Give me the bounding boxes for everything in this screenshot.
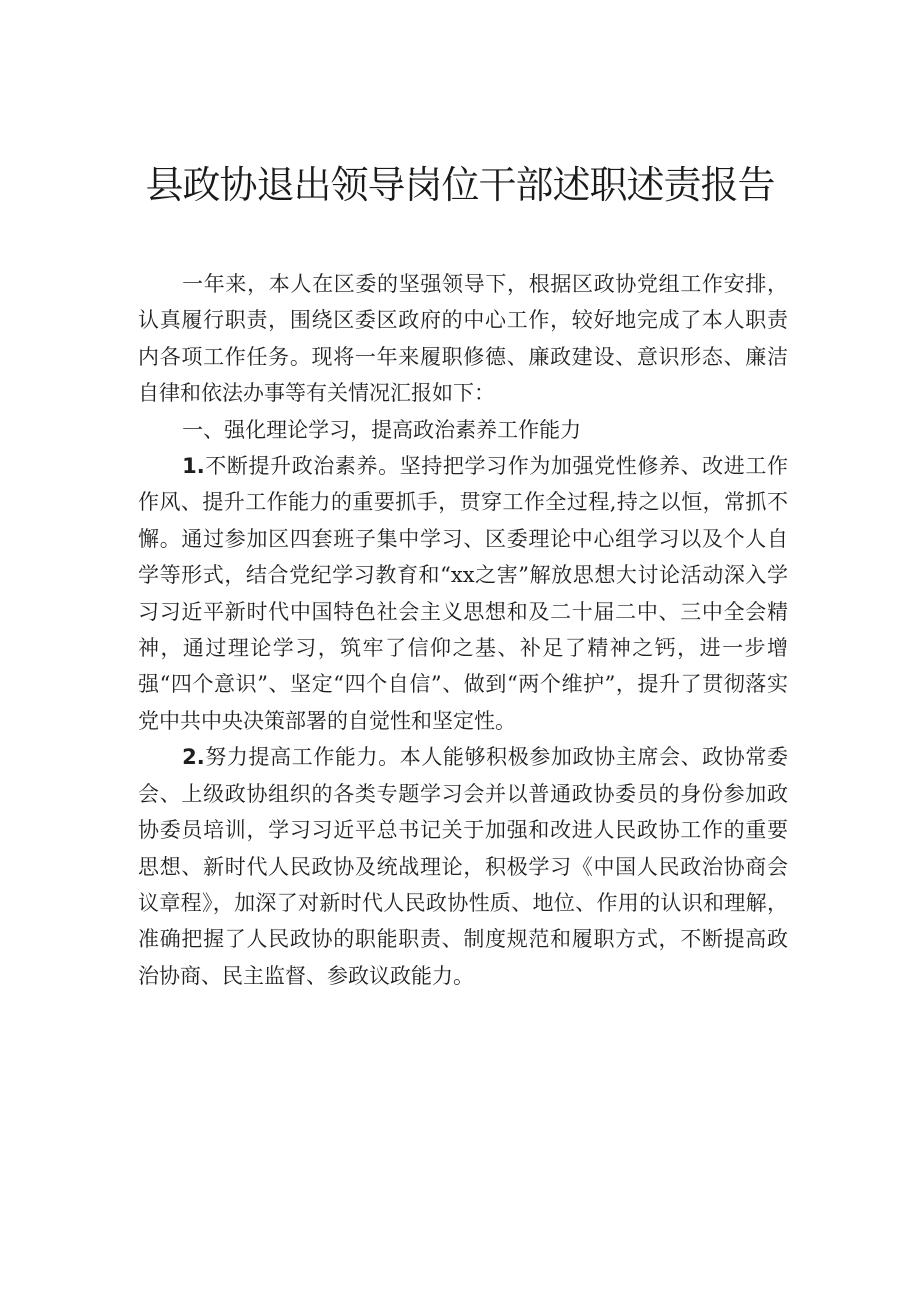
item-1-number: 1.: [182, 454, 205, 479]
document-title: 县政协退出领导岗位干部述职述责报告: [145, 163, 775, 207]
item-1-paragraph: [138, 448, 788, 739]
item-2-text: 努力提高工作能力。本人能够积极参加政协主席会、政协常委会、上级政协组织的各类专题学习会并以普通政协委员的身份参加政协委员培训，学习习近平总书记关于加强和改进人民政协工作的重要思想、新时代人民政协及统战理论，积极学习《中国人民政治协商会议章程》，加深了对新时代人民政协性质、地位、作用的认识和理解，准确把握了人民政协的职能职责、制度规范和履职方式，不断提高政治协商、民主监督、参政议政能力。: [138, 745, 788, 988]
item-2-paragraph: [138, 739, 788, 994]
section-1-heading: 一、强化理论学习，提高政治素养工作能力: [182, 417, 582, 442]
item-1-text: 不断提升政治素养。坚持把学习作为加强党性修养、改进工作作风、提升工作能力的重要抓手，贯穿工作全过程,持之以恒，常抓不懈。通过参加区四套班子集中学习、区委理论中心组学习以及个人自学等形式，结合党纪学习教育和“xx之害”解放思想大讨论活动深入学习习近平新时代中国特色社会主义思想和及二十届二中、三中全会精神，通过理论学习，筑牢了信仰之基、补足了精神之钙，进一步增强“四个意识”、坚定“四个自信”、做到“两个维护”，提升了贯彻落实党中共中央决策部署的自觉性和坚定性。: [138, 454, 788, 733]
document-body: [138, 266, 788, 994]
item-2-number: 2.: [182, 745, 205, 770]
intro-paragraph: 一年来，本人在区委的坚强领导下，根据区政协党组工作安排，认真履行职责，围绕区委区政府的中心工作，较好地完成了本人职责内各项工作任务。现将一年来履职修德、廉政建设、意识形态、廉洁自律和依法办事等有关情况汇报如下：: [138, 272, 788, 406]
